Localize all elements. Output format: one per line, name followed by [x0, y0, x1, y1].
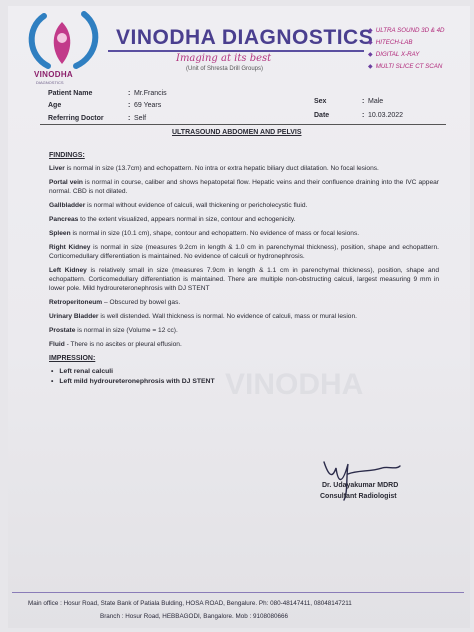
service-item: ◆ ULTRA SOUND 3D & 4D	[368, 25, 445, 37]
impression-heading: IMPRESSION:	[49, 355, 96, 362]
colon: :	[128, 90, 131, 97]
patient-name: Mr.Francis	[134, 90, 167, 97]
footer-branch: Branch : Hosur Road, HEBBAGODI, Bangalore. Mob : 9108080666	[100, 613, 288, 620]
date-label: Date	[314, 112, 330, 119]
colon: :	[362, 98, 365, 105]
findings-heading: FINDINGS:	[49, 152, 85, 159]
finding-organ: Portal vein	[49, 179, 83, 186]
service-item: ◆ DIGITAL X-RAY	[368, 49, 445, 61]
patient-name-label: Patient Name	[48, 90, 93, 97]
finding-urinary-bladder	[49, 312, 439, 321]
unit-note: (Unit of Shresta Drill Groups)	[186, 66, 264, 72]
finding-liver	[49, 164, 439, 173]
finding-organ: Prostate	[49, 327, 76, 334]
finding-right-kidney	[49, 243, 439, 261]
patient-age: 69 Years	[134, 102, 162, 109]
finding-text: is normal without evidence of calculi, wall thickening or pericholecystic fluid.	[87, 202, 308, 209]
finding-text: – Obscured by bowel gas.	[103, 299, 181, 306]
report-date: 10.03.2022	[368, 112, 404, 119]
tagline: Imaging at its best	[176, 53, 272, 64]
impression-item: • Left renal calculi	[51, 367, 439, 377]
finding-pancreas	[49, 215, 439, 224]
finding-text: to the extent visualized, appears normal in size, contour and echogenicity.	[80, 216, 296, 223]
finding-retroperitoneum	[49, 298, 439, 307]
finding-text: is normal in course, caliber and shows hepatopetal flow. Hepatic veins and their confluence draining into the IVC appear normal. CBD is not dilated.	[49, 179, 439, 195]
referring-doctor: Self	[134, 115, 147, 122]
header-divider	[108, 50, 364, 52]
colon: :	[128, 102, 131, 109]
finding-text: is relatively small in size (measures 7.9cm in length & 1.1 cm in parenchymal thickness), position, shape and echopattern. Corticomedullary differentiation is maintained. There are multiple non-obstructing calculi, largest measuring 9 mm in lower pole. Mild hydroureteronephrosis with DJ STENT	[49, 267, 439, 292]
colon: :	[362, 112, 365, 119]
finding-portal-vein	[49, 178, 439, 196]
finding-organ: Gallbladder	[49, 202, 86, 209]
referring-doctor-label: Referring Doctor	[48, 115, 104, 122]
finding-organ: Liver	[49, 165, 65, 172]
patient-sex: Male	[368, 98, 384, 105]
finding-organ: Right Kidney	[49, 244, 91, 251]
finding-organ: Retroperitoneum	[49, 299, 103, 306]
impression-list	[51, 367, 439, 387]
finding-prostate	[49, 326, 439, 335]
finding-text: is normal in size (Volume = 12 cc).	[77, 327, 178, 334]
finding-text: is normal in size (13.7cm) and echopattern. No intra or extra hepatic biliary duct dilatation. No focal lesions.	[66, 165, 379, 172]
doctor-name: Dr. Udayakumar MDRD	[322, 482, 399, 489]
brand-name: VINODHA DIAGNOSTICS	[116, 26, 374, 49]
finding-fluid	[49, 340, 439, 349]
finding-left-kidney	[49, 266, 439, 293]
finding-text: - There is no ascites or pleural effusion.	[66, 341, 182, 348]
finding-organ: Spleen	[49, 230, 71, 237]
finding-organ: Pancreas	[49, 216, 79, 223]
doctor-role: Consultant Radiologist	[320, 493, 397, 500]
finding-organ: Urinary Bladder	[49, 313, 99, 320]
service-item: ◆ MULTI SLICE CT SCAN	[368, 61, 445, 73]
report-title: ULTRASOUND ABDOMEN AND PELVIS	[172, 129, 302, 136]
finding-text: is normal in size (10.1 cm), shape, contour and echopattern. No evidence of mass or focal lesions.	[72, 230, 360, 237]
footer-divider	[12, 592, 464, 593]
sex-label: Sex	[314, 98, 327, 105]
report-body	[49, 152, 439, 387]
logo-subtext: DIAGNOSTICS	[36, 80, 64, 85]
patient-divider	[40, 124, 446, 125]
colon: :	[128, 115, 131, 122]
watermark: VINODHA	[225, 368, 364, 401]
finding-organ: Left Kidney	[49, 267, 87, 274]
services-list	[368, 25, 445, 73]
service-item: ◆ HITECH-LAB	[368, 37, 445, 49]
footer-main-office: Main office : Hosur Road, State Bank of Patiala Bulding, HOSA ROAD, Bengalure. Ph: 080-48147411, 08048147211	[28, 600, 352, 607]
finding-gallbladder	[49, 201, 439, 210]
finding-spleen	[49, 229, 439, 238]
finding-text: is normal in size (measures 9.2cm in length & 1.0 cm in parenchymal thickness), position, shape and echopattern. Corticomedullary differentiation is maintained. No evidence of calculi or hydronephrosis.	[49, 244, 439, 260]
impression-item: • Left mild hydroureteronephrosis with DJ STENT	[51, 377, 439, 387]
finding-text: is well distended. Wall thickness is normal. No evidence of calculi, mass or mural lesion.	[100, 313, 357, 320]
logo-text: VINODHA	[34, 70, 73, 79]
age-label: Age	[48, 102, 62, 109]
finding-organ: Fluid	[49, 341, 65, 348]
